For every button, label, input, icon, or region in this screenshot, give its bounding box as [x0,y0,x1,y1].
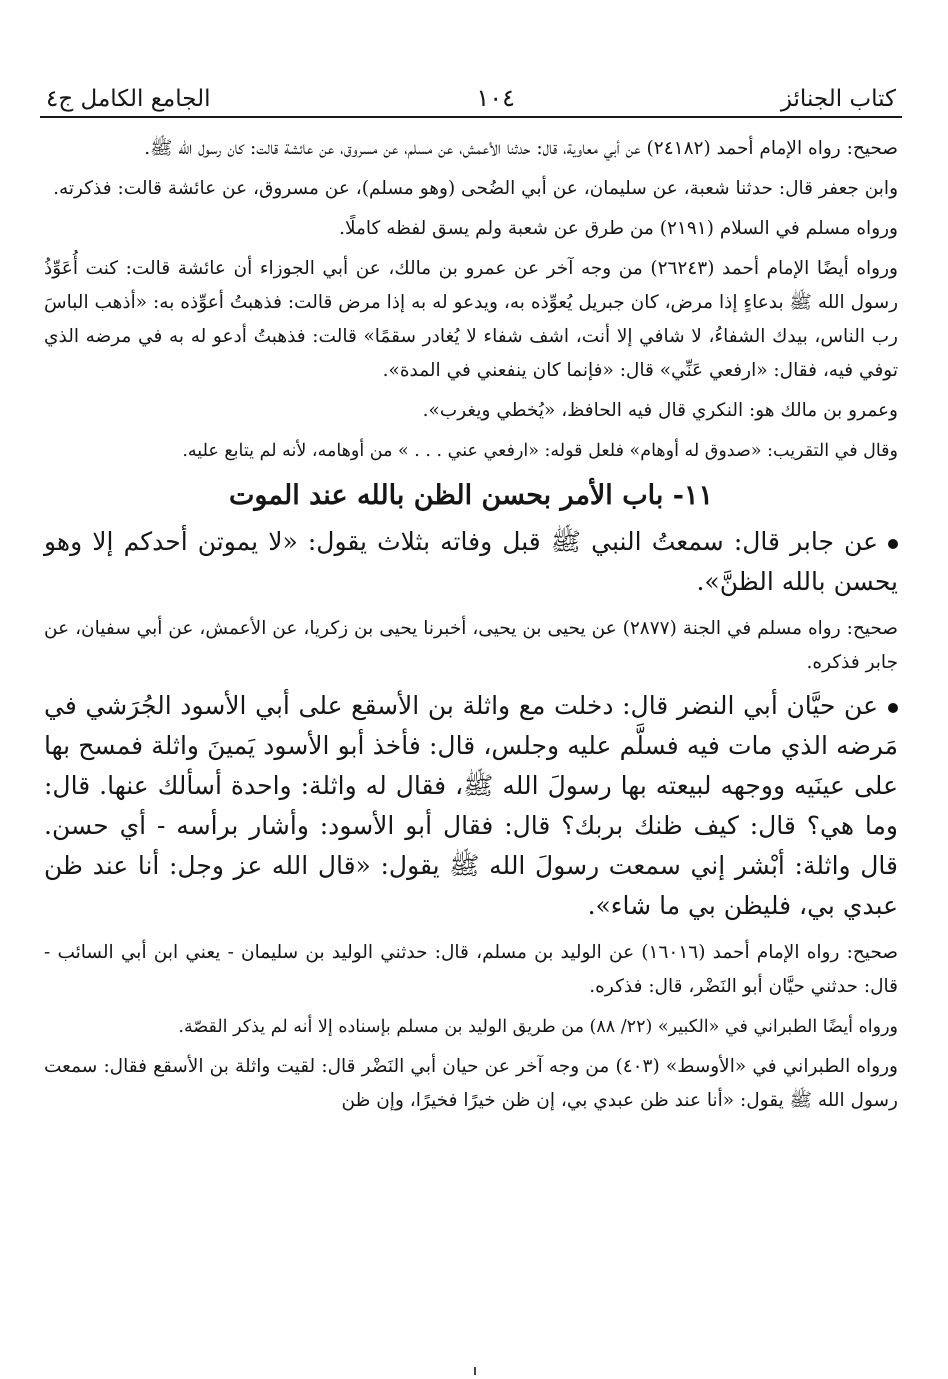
hadith-body: عن حيَّان أبي النضر قال: دخلت مع واثلة بن الأسقع على أبي الأسود الجُرَشي في مَرضه الذي مات فيه فسلَّم عليه وجلس، قال: فأخذ أبو الأسود يَمينَ واثلة فمسح بها على عينَيه ووجهه لبيعته بها رسولَ الله ﷺ، فقال له واثلة: واحدة أسألك عنها. قال: وما هي؟ قال: كيف ظنك بربك؟ قال: فقال أبو الأسود: وأشار برأسه - أي حسن. قال واثلة: أبْشر إني سمعت رسولَ الله ﷺ يقول: «قال الله عز وجل: أنا عند ظن عبدي بي، فليظن بي ما شاء». [44,691,898,920]
footnote-takhrij: وابن جعفر قال: حدثنا شعبة، عن سليمان، عن أبي الضُحى (وهو مسلم)، عن مسروق، عن عائشة قالت: فذكرته. [53,178,898,199]
volume-title: الجامع الكامل ج٤ [46,86,211,112]
hadith-text [40,686,902,926]
footnote-takhrij: صحيح: رواه مسلم في الجنة (٢٨٧٧) عن يحيى بن يحيى، أخبرنا يحيى بن زكريا، عن الأعمش، عن أبي سفيان، عن جابر فذكره. [44,618,898,673]
page-header [40,60,902,112]
book-title: كتاب الجنائز [780,86,896,112]
page-number: ١٠٤ [476,84,516,112]
bullet-icon [888,703,898,713]
chapter-heading: ١١- باب الأمر بحسن الظن بالله عند الموت [229,480,713,511]
header-divider [40,116,902,118]
page-edge-mark [474,1367,476,1375]
footnote-takhrij: ورواه الطبراني في «الأوسط» (٤٠٣) من وجه آخر عن حيان أبي النَضْر قال: لقيت واثلة بن الأسقع فقال: سمعت رسول الله ﷺ يقول: «أنا عند ظن عبدي بي، إن ظن خيرًا فخيرًا، وإن ظن [44,1056,898,1111]
footnote-takhrij: وقال في التقريب: «صدوق له أوهام» فلعل قوله: «ارفعي عني . . . » من أوهامه، لأنه لم يتابع عليه. [182,441,898,461]
bullet-icon [888,539,898,549]
footnote-takhrij: وعمرو بن مالك هو: النكري قال فيه الحافظ، «يُخطي ويغرب». [422,400,898,421]
footnote-takhrij: ورواه أيضًا الإمام أحمد (٢٦٢٤٣) من وجه آخر عن عمرو بن مالك، عن أبي الجوزاء أن عائشة قالت: كنت أُعَوِّذُ رسول الله ﷺ بدعاءٍ إذا مرض، كان جبريل يُعوِّذه به، ويدعو له به إذا مرض قالت: فذهبتُ أعوِّذه به: «أذهب الباسَ رب الناس، بيدك الشفاءُ، لا شافي إلا أنت، اشف شفاء لا يُغادر سقمًا» قالت: فذهبتُ أدعو له به في مرضه الذي توفي فيه، فقال: «ارفعي عَنِّي» قال: «فإنما كان ينفعني في المدة». [44,258,898,381]
hadith-body: عن جابر قال: سمعتُ النبي ﷺ قبل وفاته بثلاث يقول: «لا يموتن أحدكم إلا وهو يحسن بالله الظنَّ». [44,527,898,596]
footnote-takhrij: ورواه أيضًا الطبراني في «الكبير» (٢٢/ ٨٨) من طريق الوليد بن مسلم بإسناده إلا أنه لم يذكر القصّة. [178,1017,898,1037]
book-page [40,60,902,1363]
hadith-text [40,522,902,602]
footnote-takhrij: ورواه مسلم في السلام (٢١٩١) من طرق عن شعبة ولم يسق لفظه كاملًا. [339,218,898,239]
footnote-takhrij: صحيح: رواه الإمام أحمد (١٦٠١٦) عن الوليد بن مسلم، قال: حدثني الوليد بن سليمان - يعني ابن أبي السائب - قال: حدثني حيَّان أبو النَضْر، قال: فذكره. [44,942,898,997]
footnote-takhrij: صحيح: رواه الإمام أحمد (٢٤١٨٢) عن أبي معاوية، قال: حدثنا الأعمش، عن مسلم، عن مسروق، عن عائشة قالت: كان رسول الله ﷺ. [144,138,898,159]
